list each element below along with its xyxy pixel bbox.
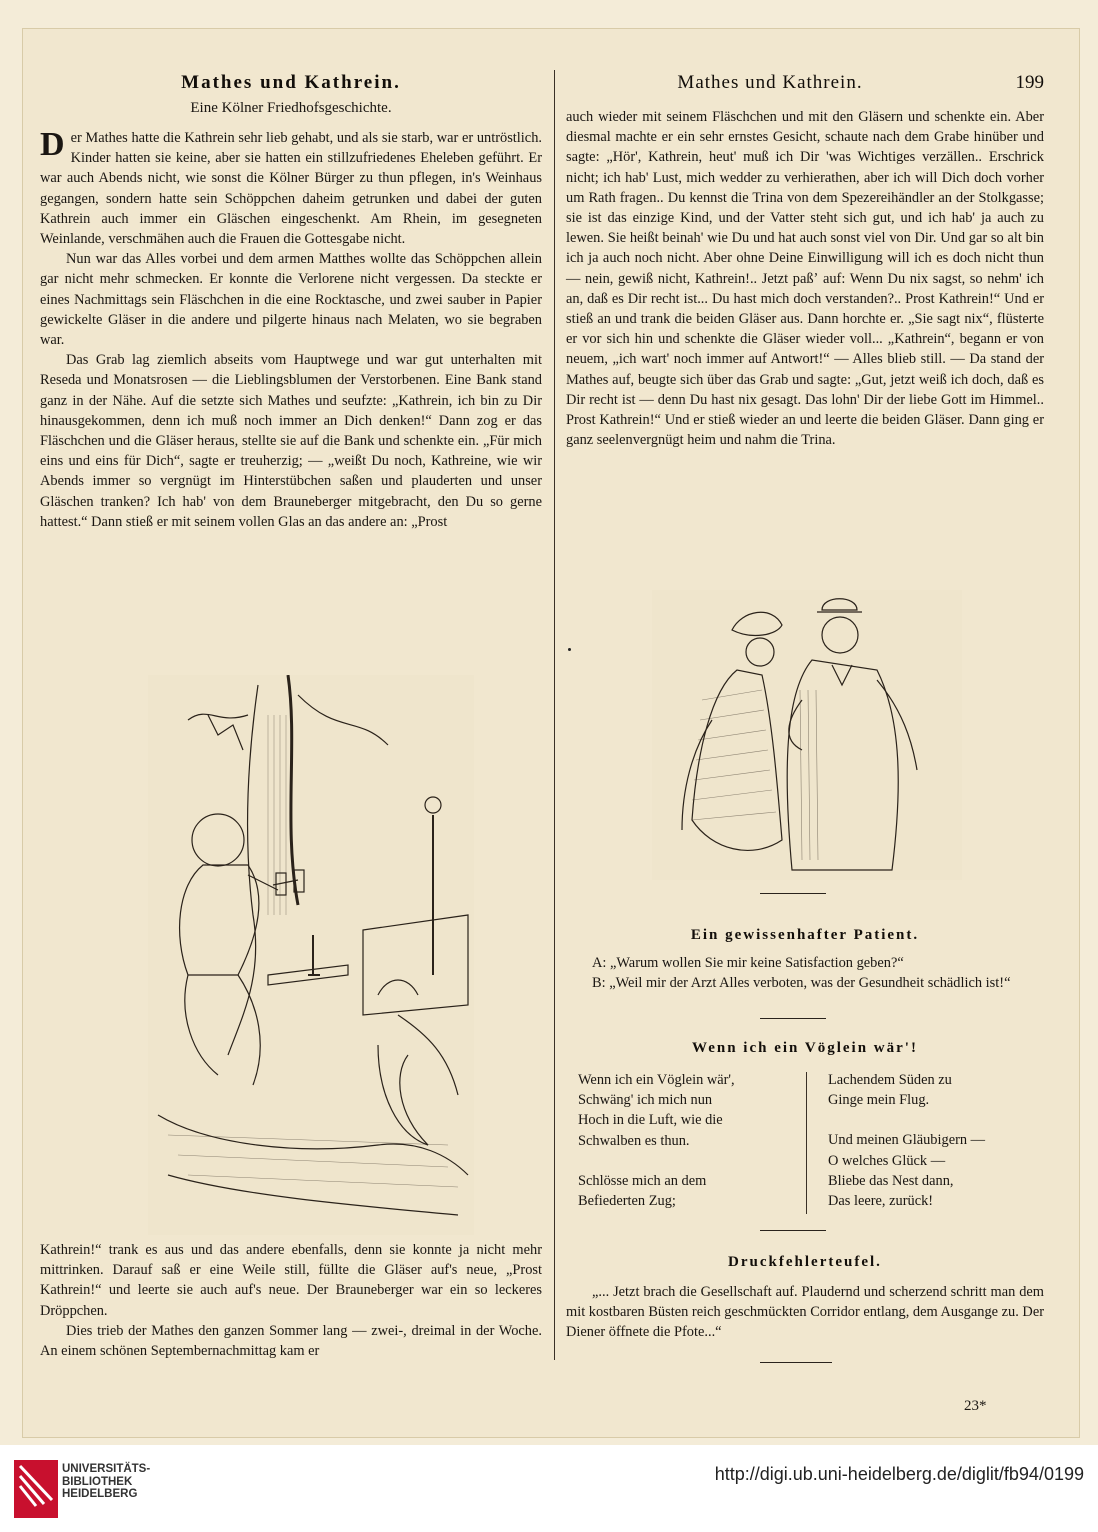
poem-right-column xyxy=(828,1070,1028,1211)
poem-line: Befiederten Zug; xyxy=(578,1193,676,1210)
druckfehler-text xyxy=(566,1282,1044,1343)
poem-line: O welches Glück — xyxy=(828,1152,946,1169)
source-url-link[interactable]: http://digi.ub.uni-heidelberg.de/diglit/fb94/0199 xyxy=(714,1464,1084,1484)
page-number: 199 xyxy=(1015,72,1044,93)
library-logo-text: UNIVERSITÄTS- BIBLIOTHEK HEIDELBERG xyxy=(62,1463,151,1500)
poem-divider xyxy=(806,1072,807,1214)
poem-left-column xyxy=(578,1070,798,1211)
story-left-column xyxy=(40,128,542,532)
paragraph: Dies trieb der Mathes den ganzen Sommer lang — zwei-, dreimal in der Woche. An einem schönen Septembernachmittag kam er xyxy=(40,1322,542,1360)
paragraph: auch wieder mit seinem Fläschchen und mit den Gläsern und schenkte ein. Aber diesmal machte er ein sehr ernstes Gesicht, schaute nach dem Grabe hinüber und sagte: „Hör', Kathrein, heut' muß ich Dir 'was Wichtiges verzällen.. Erschrick nicht; ich hab' Lust, mich wedder zu verhierathen, aber ich will Dich doch vorher um Rath fragen.. Du kennst die Trina von dem Spezereihändler an der Stolkgasse; sie ist das einzige Kind, und der Vatter steht sich gut, und ich hab' ja auch zu lewen. Sie heißt beinah' wie Du und hat auch sonst viel von Dir. Und gar so alt bin ich ja auch noch nicht. Aber ohne Deine Einwilligung will ich es doch nicht thun — nein, gewiß nicht, Kathrein!.. Jetzt paßʼ auf: Wenn Du nix sagst, so nehm' ich an, daß es Dir recht ist... Du hast mich doch verstanden?.. Prost Kathrein!“ Und er stieß an und trank die beiden Gläser aus. Dann horchte er. „Sie sagt nix“, flüsterte er vor sich hin und schenkte die Gläser wieder voll... „Kathrein“, begann er von neuem, „ich wart' noch immer auf Antwort!“ — Alles blieb still. — Da stand der Mathes auf, beugte sich über das Grab und sagte: „Gut, jetzt weiß ich doch, daß es Dir recht ist — denn Du hast nix gesagt. Das lohn' Dir der liebe Gott im Himmel.. Prost Kathrein!“ Und er stieß wieder an und leerte die beiden Gläser. Dann ging er ganz seelenvergnügt heim und nahm die Trina. xyxy=(566,109,1044,449)
paragraph: Der Mathes hatte die Kathrein sehr lieb gehabt, und als sie starb, war er untröstlich. Kinder hatten sie keine, aber sie hatten ein stillzufriedenes Eheleben geführt. Er war auch Abends nicht, wie sonst die Kölner Bürger zu thun pflegen, in's Weinhaus gegangen, sondern hatte sein Schöppchen daheim getrunken und dabei der guten Kathrein auch immer ein Gläschen eingeschenkt. Am Rhein, im gesegneten Weinlande, verschmähen auch die Frauen die Gottesgabe nicht. xyxy=(40,126,542,248)
illustration-couple xyxy=(652,590,962,880)
poem-line: Lachendem Süden zu xyxy=(828,1072,952,1088)
library-logo-icon xyxy=(14,1460,58,1522)
ink-dot xyxy=(568,648,571,651)
poem-line: Schlösse mich an dem xyxy=(578,1172,707,1189)
illustration-man-at-grave xyxy=(148,675,474,1235)
story-title: Mathes und Kathrein. xyxy=(181,72,401,93)
paragraph: „... Jetzt brach die Gesellschaft auf. Plaudernd und scherzend schritt man dem mit kostbaren Büsten reich geschmückten Corridor entlang, dem Ausgange zu. Der Diener öffnete die Pfote...“ xyxy=(566,1284,1044,1341)
poem-line: Das leere, zurück! xyxy=(828,1193,934,1210)
section-rule xyxy=(760,1362,832,1363)
signature-mark: 23* xyxy=(964,1398,987,1414)
footer-bar xyxy=(0,1445,1098,1532)
patient-text xyxy=(566,953,1044,993)
poem-line: Schwalben es thun. xyxy=(578,1132,690,1149)
patient-title: Ein gewissenhafter Patient. xyxy=(690,927,920,943)
column-divider xyxy=(554,70,555,1360)
engraving-couple xyxy=(652,590,962,880)
poem-line: Bliebe das Nest dann, xyxy=(828,1172,954,1189)
story-subtitle: Eine Kölner Friedhofsgeschichte. xyxy=(190,100,392,116)
paragraph: Kathrein!“ trank es aus und das andere ebenfalls, denn sie konnte ja nicht mehr mittrinken. Darauf saß er eine Weile still, füllte die Gläser auf's neue, „Prost Kathrein!“ und leerte sie auch auf's neue. Der Brauneberger war ein so leckeres Dröppchen. xyxy=(40,1242,542,1319)
paragraph: Das Grab lag ziemlich abseits vom Hauptwege und war gut unterhalten mit Reseda und Monatsrosen — die Lieblingsblumen der Verstorbenen. Eine Bank stand ganz in der Nähe. Auf die setzte sich Mathes und seufzte: „Kathrein, ich bin zu Dir hinausgekommen, denn ich muß noch immer an Dich denken!“ Dann zog er das Fläschchen und die Gläser heraus, stellte sie auf die Bank und schenkte ein. „Für mich eins und eins für Dich“, sagte er treuherzig; — „weißt Du noch, Kathreine, wie wir Abends immer so vergnügt im Hinterstübchen saßen und plauderten und unser Gläschen tranken? Ich hab' von dem Brauneberger mitgebracht, den Du so gerne hattest.“ Dann stieß er mit seinem vollen Glas an das andere an: „Prost xyxy=(40,352,542,530)
poem-line: Wenn ich ein Vöglein wär', xyxy=(578,1072,735,1088)
poem-line: Ginge mein Flug. xyxy=(828,1092,930,1109)
running-title: Mathes und Kathrein. xyxy=(677,72,863,93)
dialogue-line: A: „Warum wollen Sie mir keine Satisfaction geben?“ xyxy=(592,955,904,971)
section-rule xyxy=(760,1018,826,1019)
poem-line: Und meinen Gläubigern — xyxy=(828,1132,986,1149)
story-left-column-bottom xyxy=(40,1240,542,1361)
poem-line: Schwäng' ich mich nun xyxy=(578,1092,713,1109)
poem-line: Hoch in die Luft, wie die xyxy=(578,1112,723,1129)
running-header xyxy=(566,72,1044,96)
druckfehler-title: Druckfehlerteufel. xyxy=(728,1254,882,1270)
engraving-graveyard xyxy=(148,675,474,1235)
story-right-column xyxy=(566,107,1044,450)
poem-title: Wenn ich ein Vöglein wär'! xyxy=(692,1040,918,1056)
section-rule xyxy=(760,1230,826,1231)
section-rule xyxy=(760,893,826,894)
paragraph: Nun war das Alles vorbei und dem armen Matthes wollte das Schöppchen allein gar nicht mehr schmecken. Er konnte die Verlorene nicht vergessen. Da steckte er eines Nachmittags sein Fläschchen in die eine Rocktasche, und zwei sauber in Papier gewickelte Gläser in die andere und pilgerte hinaus nach Melaten, wo sie begraben war. xyxy=(40,251,542,349)
dialogue-line: B: „Weil mir der Arzt Alles verboten, was der Gesundheit schädlich ist!“ xyxy=(592,975,1011,992)
dropcap: D xyxy=(40,126,65,163)
